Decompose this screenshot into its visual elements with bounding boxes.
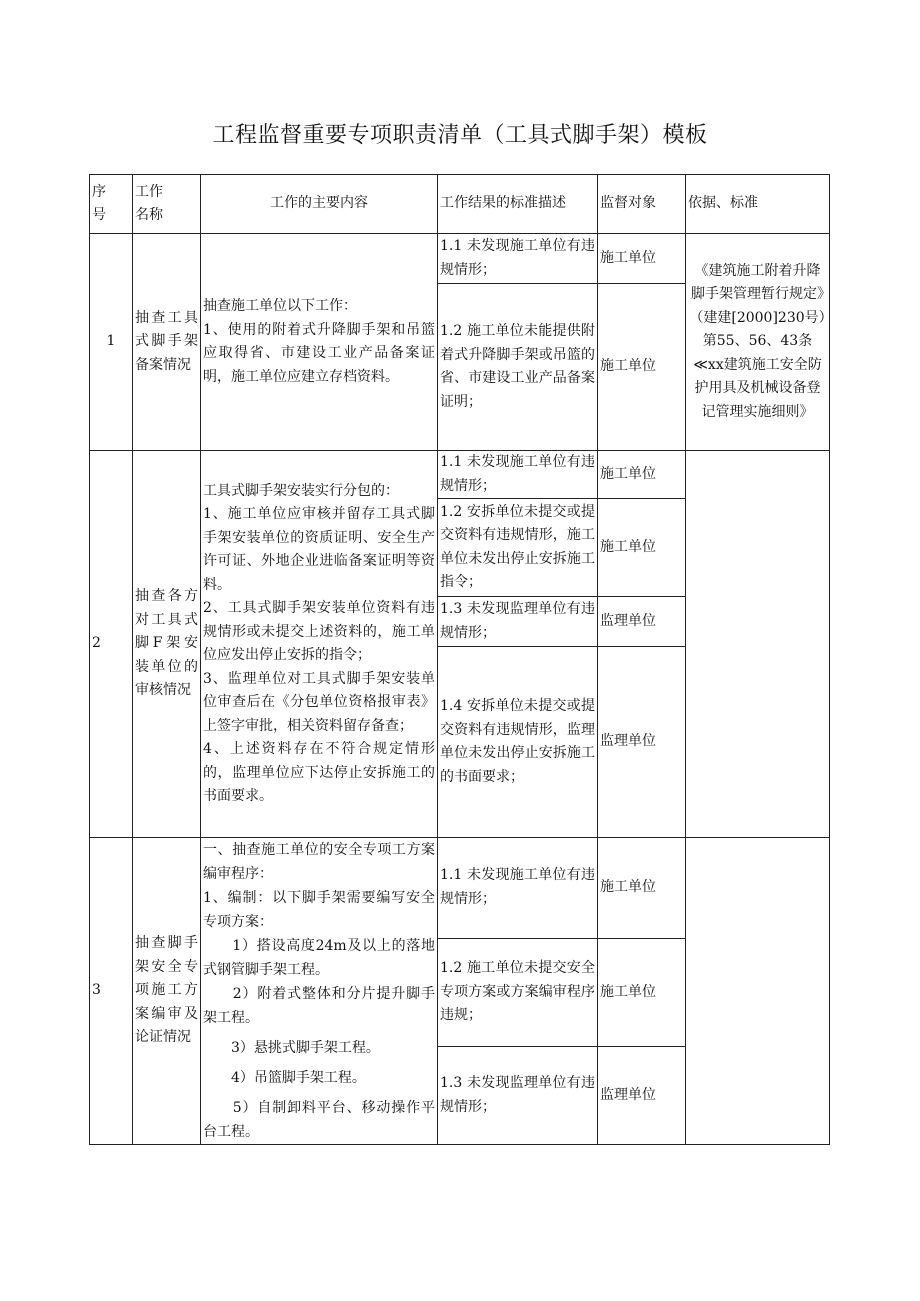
result-cell: 1.3 未发现监理单位有违规情形； [438, 1047, 598, 1145]
target-cell: 施工单位 [598, 284, 686, 451]
page-title: 工程监督重要专项职责清单（工具式脚手架）模板 [212, 123, 708, 148]
content-line: 3）悬挑式脚手架工程。 [203, 1040, 380, 1056]
header-basis: 依据、标准 [686, 175, 830, 234]
result-cell: 1.1 未发现施工单位有违规情形； [438, 838, 598, 939]
basis-cell [686, 838, 830, 1145]
content-line: 2）附着式整体和分片提升脚手架工程。 [203, 986, 435, 1026]
target-cell: 施工单位 [598, 499, 686, 597]
target-cell: 监理单位 [598, 597, 686, 647]
content-line: 1、编制：以下脚手架需要编写安全专项方案： [203, 890, 435, 930]
table-row [90, 838, 830, 939]
duty-table [89, 174, 830, 1145]
target-cell: 监理单位 [598, 1047, 686, 1145]
content-line: 1）搭设高度24m及以上的落地式钢管脚手架工程。 [203, 938, 435, 978]
row-seq: 3 [90, 838, 133, 1145]
row-seq: 2 [90, 451, 133, 838]
content-line: 4）吊篮脚手架工程。 [203, 1070, 366, 1086]
content-line: 一、抽查施工单位的安全专项工方案编审程序： [203, 842, 435, 882]
result-cell: 1.3 未发现监理单位有违规情形； [438, 597, 598, 647]
row-seq: 1 [90, 234, 133, 451]
target-cell: 监理单位 [598, 647, 686, 838]
result-cell: 1.2 施工单位未提交安全专项方案或方案编审程序违规； [438, 938, 598, 1046]
header-target: 监督对象 [598, 175, 686, 234]
content-line: 5）自制卸料平台、移动操作平台工程。 [203, 1100, 435, 1140]
target-cell: 施工单位 [598, 451, 686, 499]
header-seq: 序 号 [90, 175, 133, 234]
result-cell: 1.4 安拆单位未提交或提交资料有违规情形，监理单位未发出停止安拆施工的书面要求； [438, 647, 598, 838]
result-cell: 1.1 未发现施工单位有违规情形； [438, 451, 598, 499]
target-cell: 施工单位 [598, 838, 686, 939]
result-cell: 1.2 施工单位未能提供附着式升降脚手架或吊篮的省、市建设工业产品备案证明； [438, 284, 598, 451]
row-work-name: 抽查各方对工具式脚F架安装单位的审核情况 [133, 451, 201, 838]
row-main-content [201, 838, 438, 1145]
basis-cell: 《建筑施工附着升降脚手架管理暂行规定》（建建[2000]230号）第55、56、43条 ≪xx建筑施工安全防护用具及机械设备登记管理实施细则》 [686, 234, 830, 451]
basis-cell [686, 451, 830, 838]
header-row [90, 175, 830, 234]
target-cell: 施工单位 [598, 234, 686, 284]
table-row [90, 451, 830, 499]
row-main-content: 工具式脚手架安装实行分包的： 1、施工单位应审核并留存工具式脚手架安装单位的资质证明、安全生产许可证、外地企业进临备案证明等资料。 2、工具式脚手架安装单位资料有违规情形或未提交上述资料的，施工单位应发出停止安拆的指令； 3、监理单位对工具式脚手架安装单位审查后在《分包单位资格报审表》上签字审批，相关资料留存备查； 4、上述资料存在不符合规定情形的，监理单位应下达停止安拆施工的书面要求。 [201, 451, 438, 838]
row-work-name: 抽查工具式脚手架备案情况 [133, 234, 201, 451]
target-cell: 施工单位 [598, 938, 686, 1046]
result-cell: 1.2 安拆单位未提交或提交资料有违规情形，施工单位未发出停止安拆施工指令； [438, 499, 598, 597]
result-cell: 1.1 未发现施工单位有违规情形； [438, 234, 598, 284]
row-work-name: 抽查脚手架安全专项施工方案编审及论证情况 [133, 838, 201, 1145]
header-content: 工作的主要内容 [201, 175, 438, 234]
row-main-content: 抽查施工单位以下工作： 1、使用的附着式升降脚手架和吊篮应取得省、市建设工业产品备案证明，施工单位应建立存档资料。 [201, 234, 438, 451]
header-result: 工作结果的标准描述 [438, 175, 598, 234]
table-row [90, 234, 830, 284]
header-name: 工作 名称 [133, 175, 201, 234]
